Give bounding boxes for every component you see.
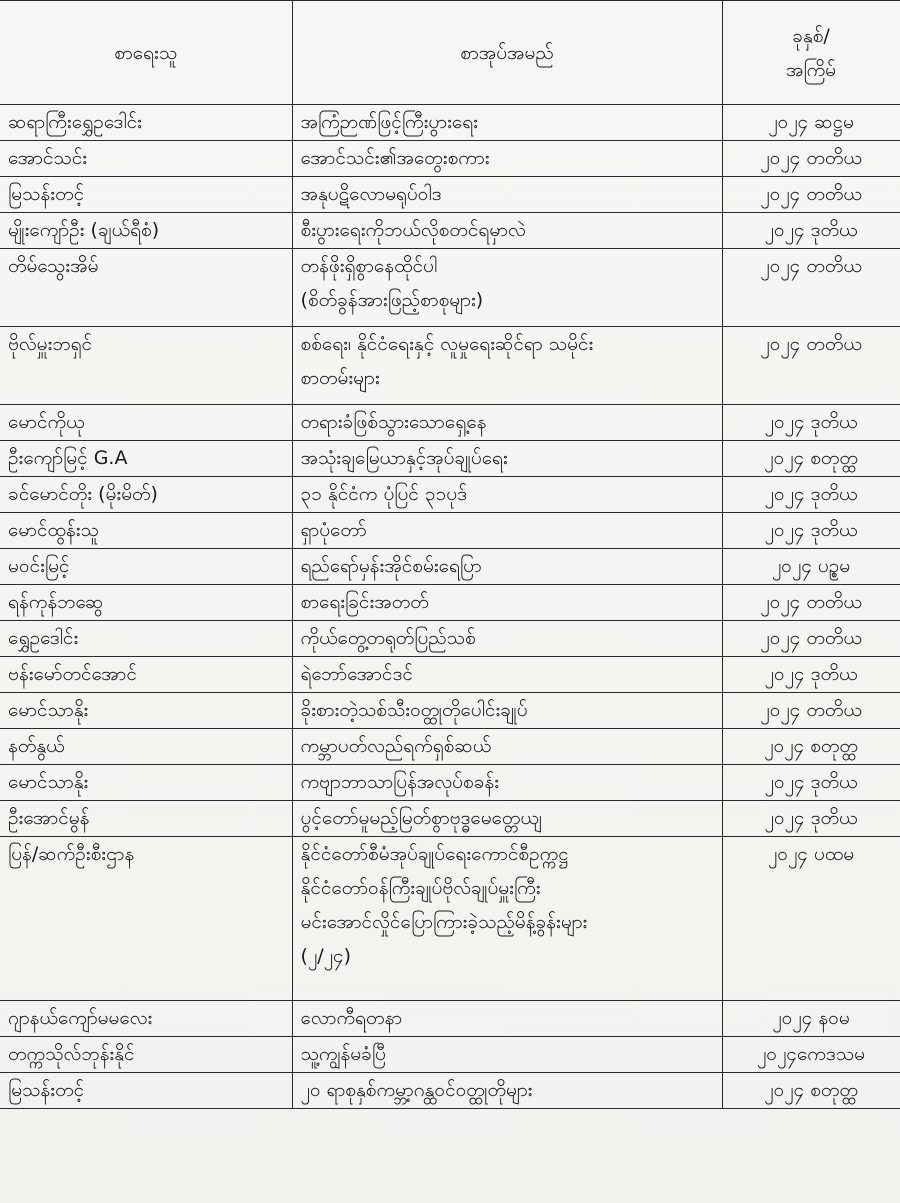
author-cell: အောင်သင်း (0, 141, 292, 177)
table-row (0, 765, 900, 801)
edition-cell: ၂၀၂၄ တတိယ (722, 141, 900, 177)
title-cell (292, 621, 722, 657)
table-row (0, 405, 900, 441)
edition-cell: ၂၀၂၄ ဒုတိယ (722, 801, 900, 837)
author-cell: ရန်ကုန်ဘဆွေ (0, 585, 292, 621)
title-line: အောင်သင်း၏အတွေးစကား (300, 147, 490, 169)
edition-cell: ၂၀၂၄ ပဥ္စမ (722, 549, 900, 585)
title-line: ၂၀ ရာစုနှစ်ကမ္ဘာ့ဂန္ထဝင်ဝတ္ထုတိုများ (300, 1079, 533, 1101)
author-cell: မောင်ထွန်းသူ (0, 513, 292, 549)
title-line: ကိုယ်တွေ့တရုတ်ပြည်သစ် (300, 627, 476, 649)
title-line: ၃၁ နိုင်ငံက ပုံပြင် ၃၁ပုဒ် (300, 483, 468, 505)
title-cell (292, 1037, 722, 1073)
title-cell (292, 801, 722, 837)
edition-cell: ၂၀၂၄ တတိယ (722, 177, 900, 213)
title-cell (292, 765, 722, 801)
author-cell: မြသန်းတင့် (0, 1073, 292, 1109)
edition-cell: ၂၀၂၄ ဒုတိယ (722, 657, 900, 693)
title-line: ခိုးစားတဲ့သစ်သီးဝတ္ထုတိုပေါင်းချုပ် (300, 699, 528, 721)
title-cell (292, 441, 722, 477)
title-cell (292, 513, 722, 549)
title-cell (292, 657, 722, 693)
edition-cell: ၂၀၂၄ စတုတ္ထ (722, 441, 900, 477)
author-cell: တိမ်သွေးအိမ် (0, 249, 292, 327)
edition-cell: ၂၀၂၄ ပထမ (722, 837, 900, 1001)
title-line: (စိတ်ခွန်အားဖြည့်စာစုများ) (300, 289, 484, 311)
author-cell: မောင်သာနိုး (0, 693, 292, 729)
table-row (0, 729, 900, 765)
edition-cell: ၂၀၂၄ တတိယ (722, 249, 900, 327)
title-line: စစ်ရေး၊ နိုင်ငံရေးနှင့် လူမှုရေးဆိုင်ရာ သမိုင်း (300, 333, 594, 355)
title-cell (292, 837, 722, 1001)
table-row (0, 693, 900, 729)
edition-cell: ၂၀၂၄ တတိယ (722, 327, 900, 405)
edition-cell: ၂၀၂၄ တတိယ (722, 621, 900, 657)
table-row (0, 657, 900, 693)
table-row (0, 105, 900, 141)
author-cell: မျိုးကျော်ဦး (ချယ်ရီစံ) (0, 213, 292, 249)
table-row (0, 441, 900, 477)
title-line: အကြံဉာဏ်ဖြင့်ကြီးပွားရေး (300, 111, 478, 133)
title-cell (292, 105, 722, 141)
header-edition-line2: အကြိမ် (785, 58, 837, 81)
title-cell (292, 477, 722, 513)
author-cell: ဦးအောင်မွန် (0, 801, 292, 837)
title-cell (292, 141, 722, 177)
table-row (0, 837, 900, 1001)
author-cell: ဂျာနယ်ကျော်မမလေး (0, 1001, 292, 1037)
table-row (0, 513, 900, 549)
edition-cell: ၂၀၂၄ နဝမ (722, 1001, 900, 1037)
table-row (0, 1073, 900, 1109)
header-title: စာအုပ်အမည် (292, 1, 722, 105)
table-row (0, 1037, 900, 1073)
title-cell (292, 177, 722, 213)
title-line: ကဗျာဘာသာပြန်အလုပ်စခန်း (300, 771, 500, 793)
title-cell (292, 549, 722, 585)
author-cell: ပြန်/ဆက်ဦးစီးဌာန (0, 837, 292, 1001)
edition-cell: ၂၀၂၄ ဒုတိယ (722, 405, 900, 441)
author-cell: ရွှေဥဒေါင်း (0, 621, 292, 657)
title-line: လောကီရတနာ (300, 1007, 403, 1029)
header-edition (722, 1, 900, 105)
edition-cell: ၂၀၂၄ကေဒသမ (722, 1037, 900, 1073)
title-line: သူ့ကျွန်မခံပြီ (300, 1043, 386, 1065)
title-line: ကမ္ဘာပတ်လည်ရက်ရှစ်ဆယ် (300, 735, 492, 757)
author-cell: မောင်ကိုယု (0, 405, 292, 441)
edition-cell: ၂၀၂၄ ဒုတိယ (722, 765, 900, 801)
title-line: အနုပဋိလောမရုပ်ဝါဒ (300, 183, 442, 205)
title-cell (292, 729, 722, 765)
table-row (0, 621, 900, 657)
table-row (0, 327, 900, 405)
table-row (0, 141, 900, 177)
title-line: ရည်ရော်မှန်းအိုင်စမ်းရေပြာ (300, 555, 482, 577)
title-line: တရားခံဖြစ်သွားသောရှေ့နေ (300, 411, 487, 433)
table-row (0, 249, 900, 327)
title-line: နိုင်ငံတော်ဝန်ကြီးချုပ်ဗိုလ်ချုပ်မှူးကြီး (300, 877, 541, 899)
title-cell (292, 693, 722, 729)
title-line: ပွင့်တော်မူမည့်မြတ်စွာဗုဒ္ဓမေတ္တေယျ (300, 807, 542, 829)
title-line: ရှာပုံတော် (300, 519, 367, 541)
table-row (0, 213, 900, 249)
title-cell (292, 405, 722, 441)
author-cell: ဆရာကြီးရွှေဥဒေါင်း (0, 105, 292, 141)
table-row (0, 549, 900, 585)
title-line: စာတမ်းများ (300, 367, 380, 389)
title-line: ရဲဘော်အောင်ဒင် (300, 663, 413, 685)
author-cell: မြသန်းတင့် (0, 177, 292, 213)
table-row (0, 801, 900, 837)
edition-cell: ၂၀၂၄ စတုတ္ထ (722, 729, 900, 765)
edition-cell: ၂၀၂၄ ဒုတိယ (722, 513, 900, 549)
author-cell: နတ်နွယ် (0, 729, 292, 765)
header-edition-line1: ခုနှစ်/ (792, 24, 830, 47)
title-cell (292, 327, 722, 405)
title-cell (292, 1001, 722, 1037)
title-line: အသုံးချမြေယာနှင့်အုပ်ချုပ်ရေး (300, 447, 508, 469)
title-cell (292, 585, 722, 621)
table-row (0, 177, 900, 213)
author-cell: မဝင်းမြင့် (0, 549, 292, 585)
edition-cell: ၂၀၂၄ တတိယ (722, 693, 900, 729)
title-cell (292, 1073, 722, 1109)
table-body (0, 105, 900, 1109)
author-cell: ခင်မောင်တိုး (မိုးမိတ်) (0, 477, 292, 513)
title-line: စီးပွားရေးကိုဘယ်လိုစတင်ရမှာလဲ (300, 219, 526, 241)
title-line: (၂/၂၄) (300, 945, 352, 967)
author-cell: ဗိုလ်မှူးဘရှင် (0, 327, 292, 405)
edition-cell: ၂၀၂၄ ဒုတိယ (722, 213, 900, 249)
edition-cell: ၂၀၂၄ ဆဋ္ဌမ (722, 105, 900, 141)
table-header-row (0, 1, 900, 105)
author-cell: တက္ကသိုလ်ဘုန်းနိုင် (0, 1037, 292, 1073)
author-cell: ဦးကျော်မြင့် G.A (0, 441, 292, 477)
edition-cell: ၂၀၂၄ စတုတ္ထ (722, 1073, 900, 1109)
author-cell: ဗန်းမော်တင်အောင် (0, 657, 292, 693)
edition-cell: ၂၀၂၄ တတိယ (722, 585, 900, 621)
title-cell (292, 213, 722, 249)
table-row (0, 477, 900, 513)
title-line: တန်ဖိုးရှိစွာနေထိုင်ပါ (300, 255, 438, 277)
edition-cell: ၂၀၂၄ ဒုတိယ (722, 477, 900, 513)
title-line: နိုင်ငံတော်စီမံအုပ်ချုပ်ရေးကောင်စီဥက္ကဋ္ဌ (300, 843, 569, 865)
title-line: မင်းအောင်လှိုင်ပြောကြားခဲ့သည့်မိန့်ခွန်းများ (300, 911, 588, 933)
author-cell: မောင်သာနိုး (0, 765, 292, 801)
title-line: စာရေးခြင်းအတတ် (300, 591, 429, 613)
header-author: စာရေးသူ (0, 1, 292, 105)
table-row (0, 585, 900, 621)
table-row (0, 1001, 900, 1037)
title-cell (292, 249, 722, 327)
